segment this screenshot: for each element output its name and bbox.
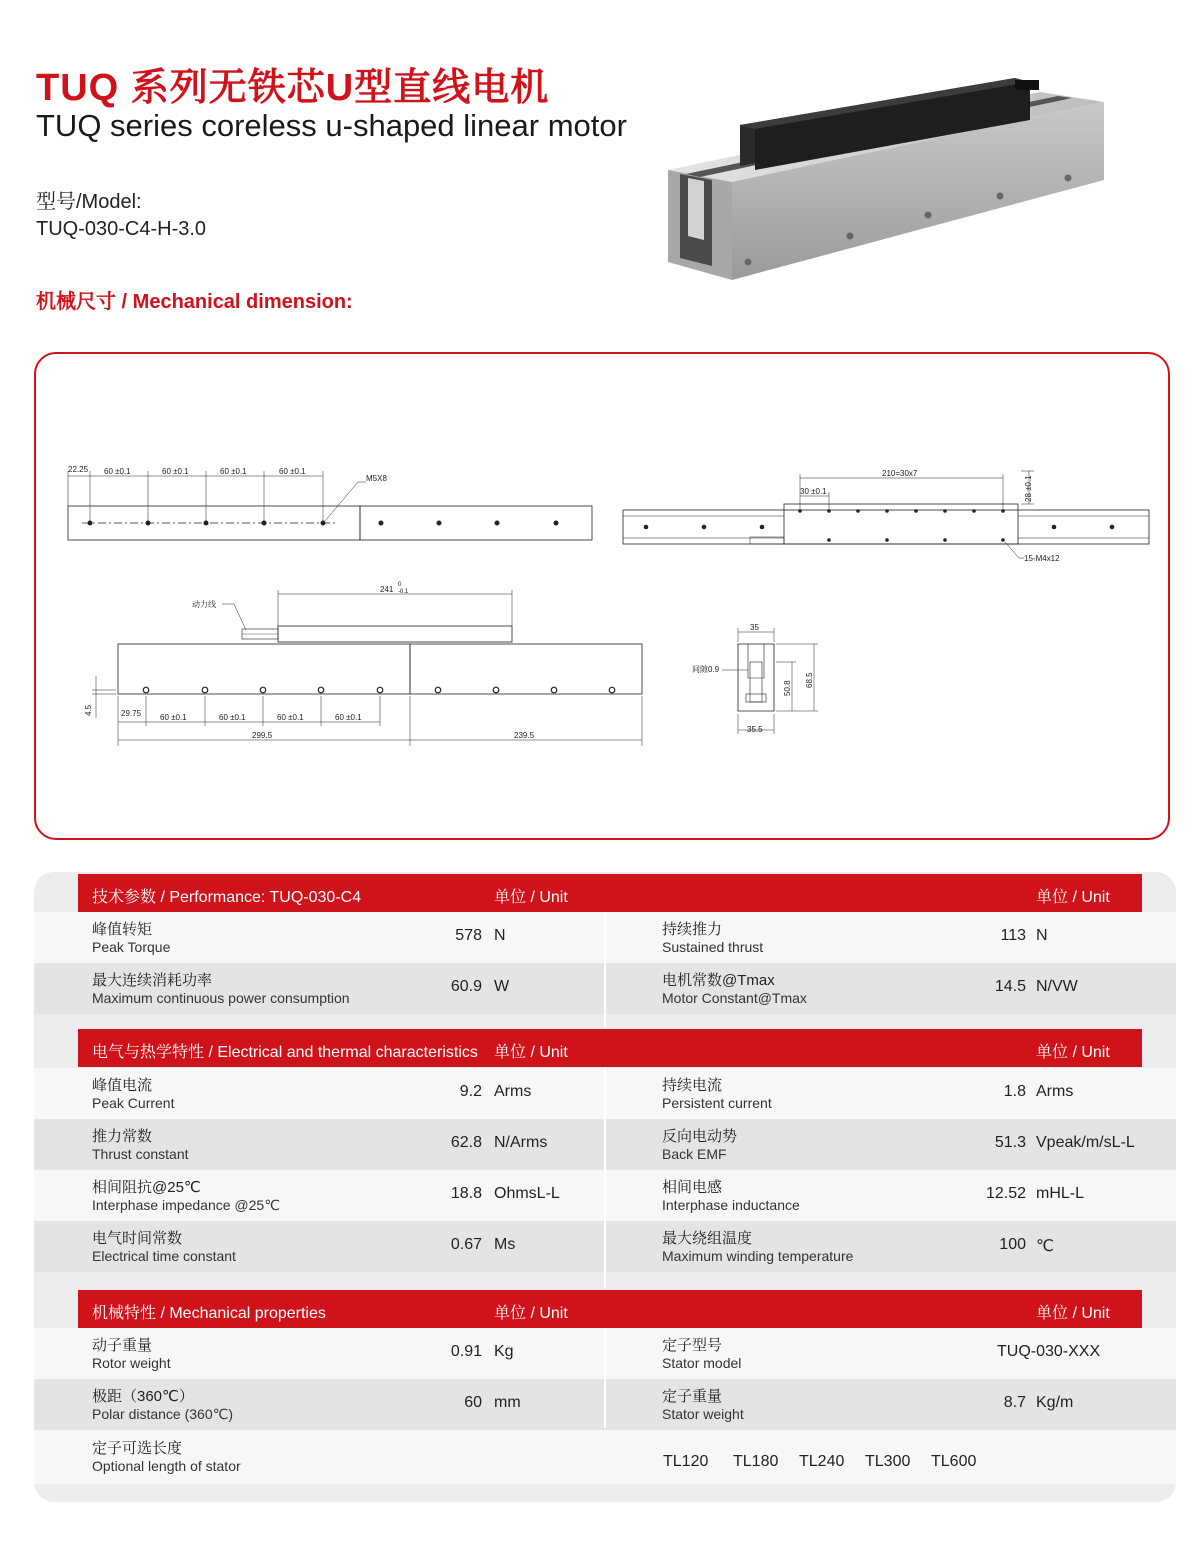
value: 18.8 — [450, 1185, 482, 1202]
electrical-header-unit: 单位 / Unit — [494, 1044, 568, 1061]
dim-239-5: 239.5 — [514, 731, 535, 740]
cross-section-view — [692, 623, 818, 734]
label-en: Persistent current — [662, 1095, 772, 1111]
dim-29-75: 29.75 — [121, 709, 142, 718]
stator-length-option: TL180 — [733, 1453, 779, 1470]
column-divider — [604, 912, 606, 1027]
dim-241: 241 — [380, 585, 394, 594]
dim-30-pitch: 30 ±0.1 — [800, 487, 827, 496]
value: 0.67 — [450, 1236, 482, 1253]
stator-length-option: TL600 — [931, 1453, 977, 1470]
dim-pitch-b2: 60 ±0.1 — [219, 713, 246, 722]
label-power-cable: 动力线 — [192, 600, 216, 609]
label-cn: 反向电动势 — [662, 1128, 738, 1145]
label-en: Maximum continuous power consumption — [92, 990, 350, 1006]
dim-241-tol-up: 0 — [398, 582, 402, 588]
label-en: Sustained thrust — [662, 939, 764, 955]
unit: Arms — [1036, 1083, 1074, 1100]
mechanical-header — [78, 1290, 1142, 1328]
value: 14.5 — [994, 978, 1026, 995]
value: 8.7 — [1003, 1394, 1026, 1411]
motor-product-image — [660, 40, 1120, 300]
label-en: Electrical time constant — [92, 1248, 236, 1264]
value: 9.2 — [459, 1083, 482, 1100]
dim-pitch-b4: 60 ±0.1 — [335, 713, 362, 722]
dim-pitch-b1: 60 ±0.1 — [160, 713, 187, 722]
label-en: Peak Torque — [92, 939, 171, 955]
label-en: Back EMF — [662, 1146, 727, 1162]
dim-210: 210=30x7 — [882, 469, 918, 478]
dim-299-5: 299.5 — [252, 731, 273, 740]
dim-35: 35 — [750, 623, 759, 632]
label-cn: 相间电感 — [662, 1179, 723, 1196]
dim-22-25: 22.25 — [68, 465, 89, 474]
column-divider — [604, 1328, 606, 1428]
unit: N/VW — [1036, 978, 1078, 995]
dim-pitch-4: 60 ±0.1 — [279, 467, 306, 476]
label-cn: 定子重量 — [662, 1388, 723, 1405]
value: 113 — [1000, 927, 1026, 944]
label-en: Rotor weight — [92, 1355, 171, 1371]
dim-241-tol-down: -0.1 — [398, 589, 409, 595]
top-left-view — [68, 465, 592, 540]
performance-header-unit: 单位 / Unit — [494, 889, 568, 906]
value: 578 — [455, 927, 482, 944]
dim-68-5: 68.5 — [805, 672, 814, 688]
value: TUQ-030-XXX — [997, 1343, 1101, 1360]
column-divider — [604, 1068, 606, 1288]
label-en: Optional length of stator — [92, 1458, 241, 1474]
unit: Vpeak/m/sL-L — [1036, 1134, 1135, 1151]
label-cn: 峰值电流 — [92, 1077, 153, 1094]
mechanical-drawing — [36, 354, 1172, 842]
value: 0.91 — [450, 1343, 482, 1360]
dim-28: 28 ±0.1 — [1024, 475, 1033, 502]
stator-length-option: TL120 — [663, 1453, 709, 1470]
value: 1.8 — [1003, 1083, 1026, 1100]
unit: N — [1036, 927, 1048, 944]
unit: Kg — [494, 1343, 514, 1360]
dim-50-8: 50.8 — [783, 680, 792, 696]
label-cn: 峰值转矩 — [92, 921, 153, 938]
mechanical-dimension-heading: 机械尺寸 / Mechanical dimension: — [36, 291, 353, 313]
label-en: Interphase inductance — [662, 1197, 800, 1213]
top-right-view — [623, 469, 1149, 563]
unit: ℃ — [1036, 1238, 1054, 1255]
mechanical-header-unit: 单位 / Unit — [494, 1305, 568, 1322]
value: 100 — [999, 1236, 1026, 1253]
electrical-header-title: 电气与热学特性 / Electrical and thermal characteristics — [92, 1044, 478, 1061]
label-gap: 间隙0.9 — [692, 665, 720, 674]
label-cn: 电机常数@Tmax — [662, 972, 775, 989]
value: 60 — [464, 1394, 482, 1411]
model-value: TUQ-030-C4-H-3.0 — [36, 218, 207, 240]
label-cn: 极距（360℃） — [92, 1388, 194, 1405]
unit: N/Arms — [494, 1134, 548, 1151]
dim-15-m4x12: 15-M4x12 — [1024, 554, 1060, 563]
label-en: Stator model — [662, 1355, 742, 1371]
label-en: Peak Current — [92, 1095, 175, 1111]
label-cn: 持续电流 — [662, 1077, 723, 1094]
label-cn: 持续推力 — [662, 921, 723, 938]
dim-m5x8: M5X8 — [366, 474, 387, 483]
label-cn: 相间阻抗@25℃ — [92, 1179, 201, 1196]
dim-pitch-b3: 60 ±0.1 — [277, 713, 304, 722]
unit: Ms — [494, 1236, 516, 1253]
label-cn: 动子重量 — [92, 1337, 153, 1354]
electrical-header-unit-right: 单位 / Unit — [1036, 1044, 1110, 1061]
performance-header — [78, 874, 1142, 912]
label-cn: 最大连续消耗功率 — [92, 972, 213, 989]
unit: mm — [494, 1394, 521, 1411]
unit: W — [494, 978, 510, 995]
value: 51.3 — [994, 1134, 1026, 1151]
unit: Arms — [494, 1083, 532, 1100]
performance-header-title: 技术参数 / Performance: TUQ-030-C4 — [92, 889, 362, 906]
unit: Kg/m — [1036, 1394, 1074, 1411]
dim-pitch-1: 60 ±0.1 — [104, 467, 131, 476]
label-cn: 定子型号 — [662, 1337, 723, 1354]
mechanical-drawing-frame — [34, 352, 1170, 840]
label-en: Maximum winding temperature — [662, 1248, 854, 1264]
unit: N — [494, 927, 506, 944]
stator-length-option: TL240 — [799, 1453, 845, 1470]
value: 62.8 — [450, 1134, 482, 1151]
value: 60.9 — [450, 978, 482, 995]
unit: mHL-L — [1036, 1185, 1085, 1202]
value: 12.52 — [985, 1185, 1026, 1202]
label-en: Stator weight — [662, 1406, 744, 1422]
table-row — [34, 1430, 1176, 1484]
label-cn: 电气时间常数 — [92, 1230, 183, 1247]
label-en: Thrust constant — [92, 1146, 189, 1162]
dim-4-5: 4.5 — [84, 704, 93, 716]
page-title-cn: TUQ 系列无铁芯U型直线电机 — [36, 67, 550, 109]
electrical-header — [78, 1029, 1142, 1067]
unit: OhmsL-L — [494, 1185, 560, 1202]
dim-35-5: 35.5 — [747, 725, 763, 734]
label-en: Polar distance (360℃) — [92, 1406, 234, 1422]
mechanical-header-unit-right: 单位 / Unit — [1036, 1305, 1110, 1322]
label-cn: 最大绕组温度 — [662, 1230, 753, 1247]
mechanical-header-title: 机械特性 / Mechanical properties — [92, 1305, 326, 1322]
performance-header-unit-right: 单位 / Unit — [1036, 889, 1110, 906]
bottom-left-view — [84, 582, 642, 746]
dim-pitch-3: 60 ±0.1 — [220, 467, 247, 476]
label-en: Interphase impedance @25℃ — [92, 1197, 280, 1213]
label-en: Motor Constant@Tmax — [662, 990, 807, 1006]
stator-length-option: TL300 — [865, 1453, 911, 1470]
label-cn: 推力常数 — [92, 1128, 153, 1145]
label-cn: 定子可选长度 — [92, 1440, 183, 1457]
page-title-en: TUQ series coreless u-shaped linear motor — [36, 108, 627, 143]
dim-pitch-2: 60 ±0.1 — [162, 467, 189, 476]
model-label: 型号/Model: — [36, 191, 142, 213]
